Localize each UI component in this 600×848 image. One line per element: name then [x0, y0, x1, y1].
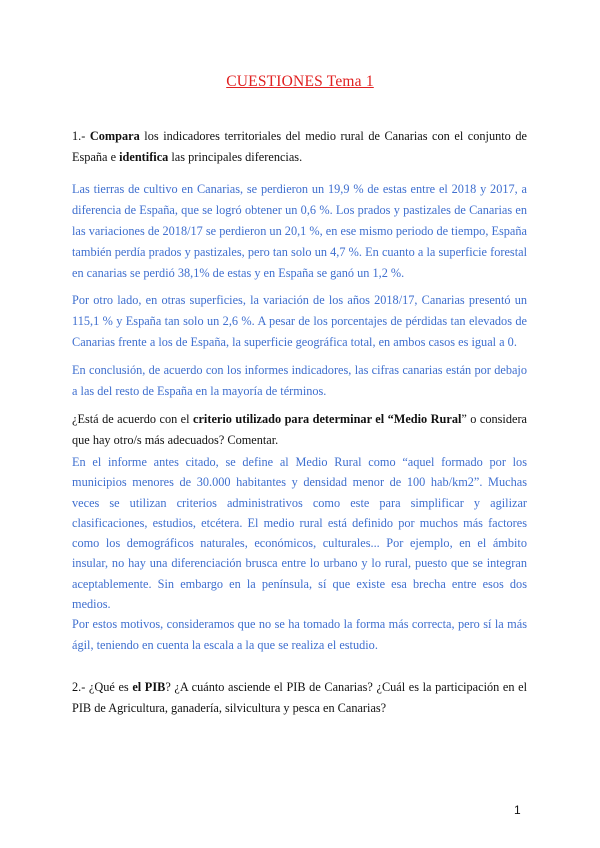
answer-1b-paragraph-2: Por estos motivos, consideramos que no se ha tomado la forma más correcta, pero sí la más ágil, teniendo en cuenta la escala a la que se realiza el estudio. [72, 617, 527, 652]
page-number: 1 [514, 803, 521, 817]
question-2 [72, 677, 527, 719]
question-1 [72, 126, 527, 168]
question-1b [72, 409, 527, 451]
question-1b-pre: ¿Está de acuerdo con el [72, 412, 194, 426]
answer-1b [72, 452, 527, 655]
question-1-prefix: 1.- [72, 129, 90, 143]
answer-1-paragraph-2: Por otro lado, en otras superficies, la variación de los años 2018/17, Canarias presentó un 115,1 % y España tan solo un 2,6 %. A pesar de los porcentajes de pérdidas tan elevados de Canarias frente a los de España, la superficie geográfica total, en ambos casos es igual a 0. [72, 293, 527, 349]
answer-1b-paragraph-1: En el informe antes citado, se define al Medio Rural como “aquel formado por los municipios menores de 30.000 habitantes y densidad menor de 100 hab/km2”. Muchas veces se utilizan criterios administrativos como este para simplificar y agilizar clasificaciones, estudios, etcétera. El medio rural está definido por muchos más factores como los demográficos naturales, económicos, culturales... Por ejemplo, en el ámbito insular, no hay una diferenciación brusca entre lo urbano y lo rural, puesto que se integran aceptablemente. Sin embargo en la península, sí que existe esa brecha entre esos dos medios. [72, 455, 527, 612]
question-1-end: las principales diferencias. [168, 150, 303, 164]
question-2-bold: el PIB [132, 680, 166, 694]
question-2-pre: 2.- ¿Qué es [72, 680, 133, 694]
question-2-end: ? ¿A cuánto asciende el PIB de Canarias? ¿Cuál es la participación en el PIB de Agricultura, ganadería, silvicultura y pesca en Canarias? [72, 680, 527, 715]
question-1b-end: ” o considera que hay otro/s más adecuados? Comentar. [72, 412, 528, 447]
question-1b-bold: criterio utilizado para determinar el “Medio Rural [193, 412, 462, 426]
answer-1-paragraph-3: En conclusión, de acuerdo con los informes indicadores, las cifras canarias están por debajo a las del resto de España en la mayoría de términos. [72, 363, 527, 398]
question-1-bold-identifica: identifica [119, 150, 169, 164]
question-1-bold-compara: Compara [89, 129, 140, 143]
answer-1-paragraph-1: Las tierras de cultivo en Canarias, se perdieron un 19,9 % de estas entre el 2018 y 2017, a diferencia de España, que se logró obtener un 0,6 %. Los prados y pastizales de Canarias en las variaciones de 2018/17 se perdieron un 20,1 %, en ese mismo periodo de tiempo, España también perdía prados y pastizales, pero tan solo un 4,7 %. En cuanto a la superficie forestal en canarias se perdió 38,1% de estas y en España se ganó un 1,2 %. [72, 182, 527, 280]
page-title: CUESTIONES Tema 1 [226, 73, 374, 90]
question-1-middle: los indicadores territoriales del medio rural de Canarias con el conjunto de España e [72, 129, 527, 164]
